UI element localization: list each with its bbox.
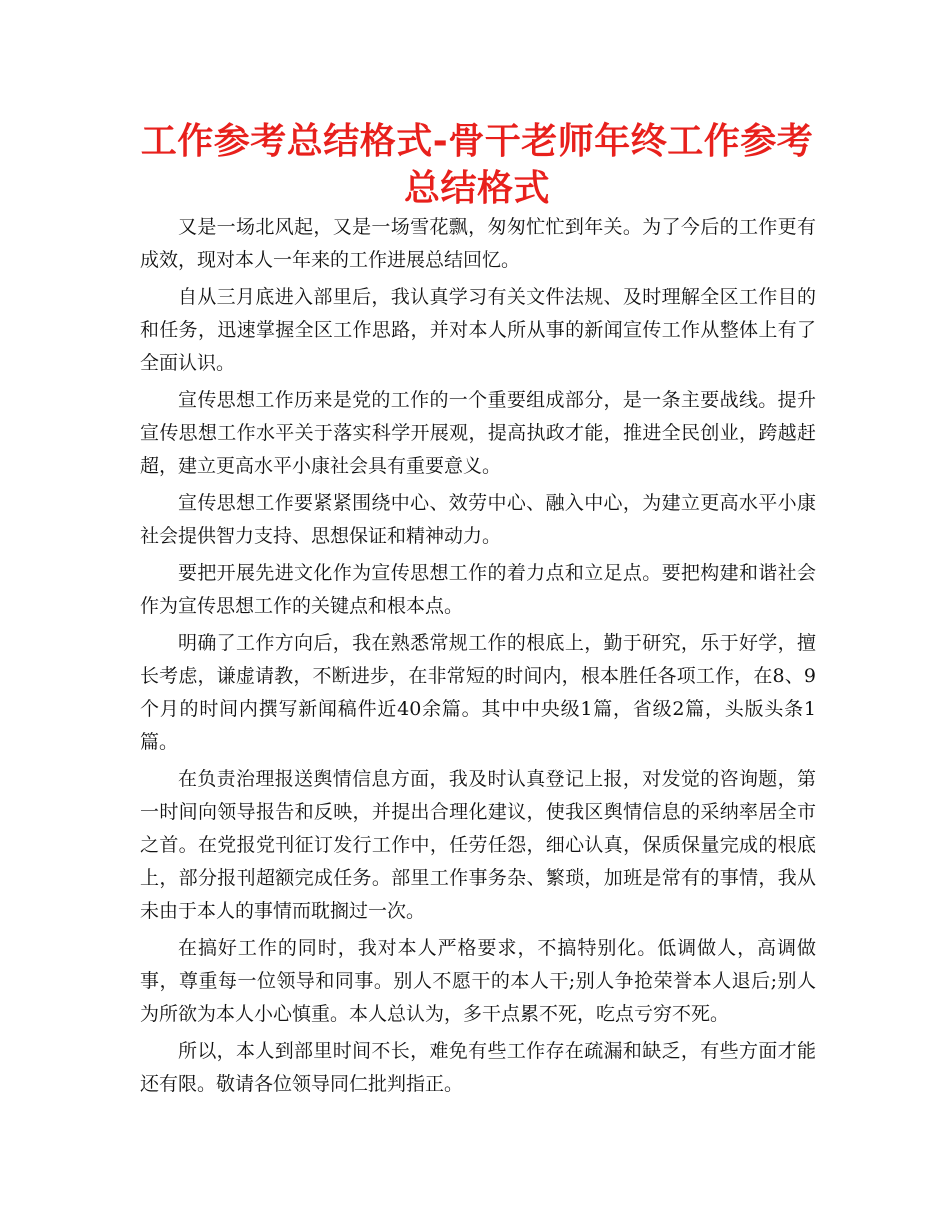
paragraph: 明确了工作方向后，我在熟悉常规工作的根底上，勤于研究，乐于好学，擅长考虑，谦虚请教，不断进步，在非常短的时间内，根本胜任各项工作，在8、9个月的时间内撰写新闻稿件近40余篇。其中中央级1篇，省级2篇，头版头条1篇。: [140, 632, 816, 753]
document-title: 工作参考总结格式-骨干老师年终工作参考总结格式: [140, 121, 814, 209]
paragraph: 所以，本人到部里时间不长，难免有些工作存在疏漏和缺乏，有些方面才能还有限。敬请各位领导同仁批判指正。: [140, 1040, 816, 1095]
paragraph: 自从三月底进入部里后，我认真学习有关文件法规、及时理解全区工作目的和任务，迅速掌握全区工作思路，并对本人所从事的新闻宣传工作从整体上有了全面认识。: [140, 286, 816, 374]
paragraph: 又是一场北风起，又是一场雪花飘，匆匆忙忙到年关。为了今后的工作更有成效，现对本人一年来的工作进展总结回忆。: [140, 216, 816, 271]
paragraph: 在搞好工作的同时，我对本人严格要求，不搞特别化。低调做人，高调做事，尊重每一位领导和同事。别人不愿干的本人干;别人争抢荣誉本人退后;别人为所欲为本人小心慎重。本人总认为，多干点累不死，吃点亏穷不死。: [140, 937, 816, 1025]
paragraph: 宣传思想工作要紧紧围绕中心、效劳中心、融入中心，为建立更高水平小康社会提供智力支持、思想保证和精神动力。: [140, 492, 816, 547]
paragraph: 要把开展先进文化作为宣传思想工作的着力点和立足点。要把构建和谐社会作为宣传思想工作的关键点和根本点。: [140, 562, 816, 617]
document-body: [140, 211, 816, 1105]
paragraph: 在负责治理报送舆情信息方面，我及时认真登记上报，对发觉的咨询题，第一时间向领导报告和反映，并提出合理化建议，使我区舆情信息的采纳率居全市之首。在党报党刊征订发行工作中，任劳任怨，细心认真，保质保量完成的根底上，部分报刊超额完成任务。部里工作事务杂、繁琐，加班是常有的事情，我从未由于本人的事情而耽搁过一次。: [140, 768, 816, 922]
paragraph: 宣传思想工作历来是党的工作的一个重要组成部分，是一条主要战线。提升宣传思想工作水平关于落实科学开展观，提高执政才能，推进全民创业，跨越赶超，建立更高水平小康社会具有重要意义。: [140, 389, 816, 477]
